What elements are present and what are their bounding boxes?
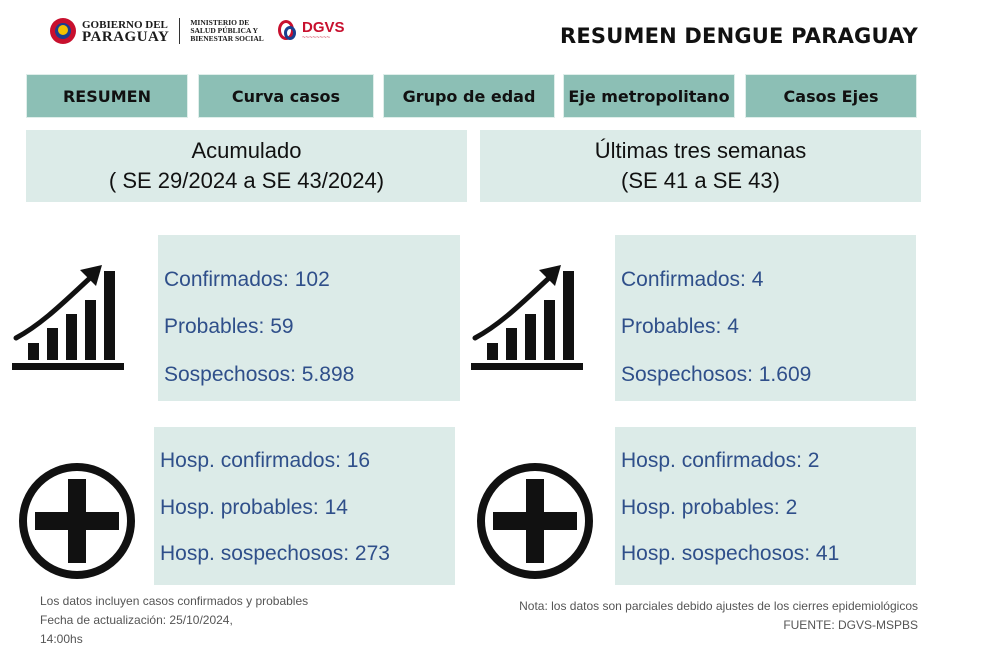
sospechosos-stat: Sospechosos: 1.609 xyxy=(621,363,812,386)
period-range: ( SE 29/2024 a SE 43/2024) xyxy=(108,168,385,193)
gob-line1: GOBIERNO DEL xyxy=(82,19,168,31)
gob-line2: PARAGUAY xyxy=(82,29,170,45)
dgvs-mark-icon xyxy=(278,18,300,44)
page-title: RESUMEN DENGUE PARAGUAY xyxy=(560,24,918,48)
update-date: Fecha de actualización: 25/10/2024, xyxy=(40,613,233,627)
update-time: 14:00hs xyxy=(40,632,83,644)
tab-curva-casos[interactable]: Curva casos xyxy=(198,74,374,118)
ministerio-text: MINISTERIO DE SALUD PÚBLICA Y BIENESTAR SOCIAL xyxy=(190,18,264,43)
period-range: (SE 41 a SE 43) xyxy=(621,168,780,193)
hosp-sospechosos-stat: Hosp. sospechosos: 273 xyxy=(160,542,390,565)
footer-notes-left xyxy=(40,592,360,644)
growth-chart-icon xyxy=(471,262,585,372)
period-ultimas-semanas xyxy=(480,130,921,202)
hosp-confirmados-stat: Hosp. confirmados: 2 xyxy=(621,449,820,472)
tab-resumen[interactable]: RESUMEN xyxy=(26,74,188,118)
probables-stat: Probables: 4 xyxy=(621,315,739,338)
medical-cross-icon xyxy=(18,462,138,580)
hosp-box-acumulado xyxy=(154,427,455,585)
hosp-probables-stat: Hosp. probables: 14 xyxy=(160,496,348,519)
dgvs-tagline: ~~~~~~~~ xyxy=(302,35,331,41)
source-label: FUENTE: DGVS-MSPBS xyxy=(783,618,918,632)
footer-notes-right xyxy=(440,597,918,635)
period-title: Acumulado xyxy=(191,138,302,163)
tab-casos-ejes[interactable]: Casos Ejes xyxy=(745,74,917,118)
dgvs-logo-text: DGVS xyxy=(302,19,345,36)
hosp-sospechosos-stat: Hosp. sospechosos: 41 xyxy=(621,542,840,565)
logo-divider xyxy=(179,18,180,44)
period-acumulado xyxy=(26,130,467,202)
hosp-box-ultimas xyxy=(615,427,916,585)
probables-stat: Probables: 59 xyxy=(164,315,294,338)
cases-box-ultimas xyxy=(615,235,916,401)
partial-data-note: Nota: los datos son parciales debido ajustes de los cierres epidemiológicos xyxy=(519,599,918,613)
confirmados-stat: Confirmados: 4 xyxy=(621,268,764,291)
footer-note: Los datos incluyen casos confirmados y probables xyxy=(40,594,309,608)
cases-box-acumulado xyxy=(158,235,460,401)
tab-grupo-de-edad[interactable]: Grupo de edad xyxy=(383,74,555,118)
hosp-confirmados-stat: Hosp. confirmados: 16 xyxy=(160,449,371,472)
paraguay-seal-icon xyxy=(50,18,76,44)
medical-cross-icon xyxy=(476,462,596,580)
period-title: Últimas tres semanas xyxy=(594,138,807,163)
confirmados-stat: Confirmados: 102 xyxy=(164,268,330,291)
growth-chart-icon xyxy=(12,262,126,372)
tab-eje-metropolitano[interactable]: Eje metropolitano xyxy=(563,74,735,118)
gobierno-logo xyxy=(50,18,264,44)
dgvs-logo xyxy=(278,18,345,44)
sospechosos-stat: Sospechosos: 5.898 xyxy=(164,363,355,386)
hosp-probables-stat: Hosp. probables: 2 xyxy=(621,496,798,519)
